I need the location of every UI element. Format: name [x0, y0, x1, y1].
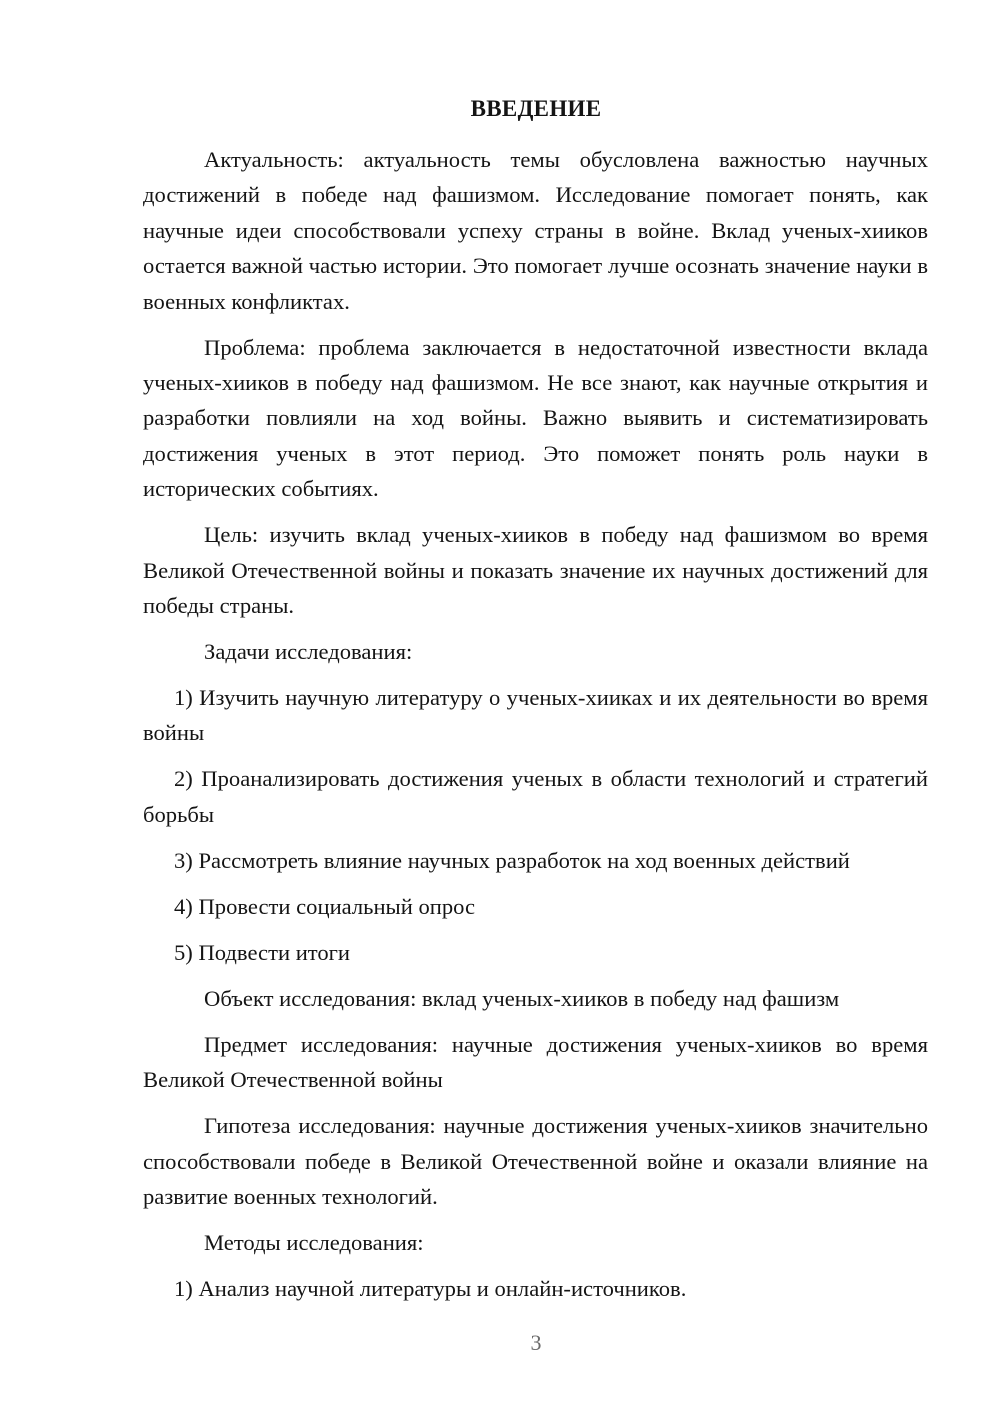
goal-paragraph: Цель: изучить вклад ученых-хииков в победу над фашизмом во время Великой Отечественной войны и показать значение их научных достижений для победы страны.	[143, 522, 928, 619]
task-item: 2) Проанализировать достижения ученых в области технологий и стратегий борьбы	[143, 766, 928, 827]
subject-paragraph: Предмет исследования: научные достижения ученых-хииков во время Великой Отечественной войны	[143, 1031, 928, 1093]
hypothesis-paragraph: Гипотеза исследования: научные достижения ученых-хииков значительно способствовали победе в Великой Отечественной войне и оказали влияние на развитие военных технологий.	[143, 1113, 928, 1210]
object-paragraph: Объект исследования: вклад ученых-хииков в победу над фашизм	[204, 985, 840, 1011]
tasks-heading: Задачи исследования:	[204, 639, 413, 665]
relevance-paragraph: Актуальность: актуальность темы обусловлена важностью научных достижений в победе над фашизмом. Исследование помогает понять, как научные идеи способствовали успеху страны в войне. Вклад ученых-хииков остается важной частью истории. Это помогает лучше осознать значение науки в военных конфликтах.	[143, 147, 928, 314]
task-item: 3) Рассмотреть влияние научных разработок на ход военных действий	[174, 847, 850, 873]
task-item: 1) Изучить научную литературу о ученых-хииках и их деятельности во время войны	[143, 685, 928, 746]
section-title: ВВЕДЕНИЕ	[470, 96, 602, 121]
task-item: 5) Подвести итоги	[174, 939, 351, 965]
problem-paragraph: Проблема: проблема заключается в недостаточной известности вклада ученых-хииков в победу над фашизмом. Не все знают, как научные открытия и разработки повлияли на ход войны. Важно выявить и систематизировать достижения ученых в этот период. Это поможет понять роль науки в исторических событиях.	[143, 334, 928, 502]
page-number: 3	[530, 1330, 542, 1355]
task-item: 4) Провести социальный опрос	[174, 893, 476, 919]
method-item: 1) Анализ научной литературы и онлайн-источников.	[174, 1276, 687, 1302]
methods-heading: Методы исследования:	[204, 1230, 424, 1256]
document-body	[143, 142, 928, 1317]
